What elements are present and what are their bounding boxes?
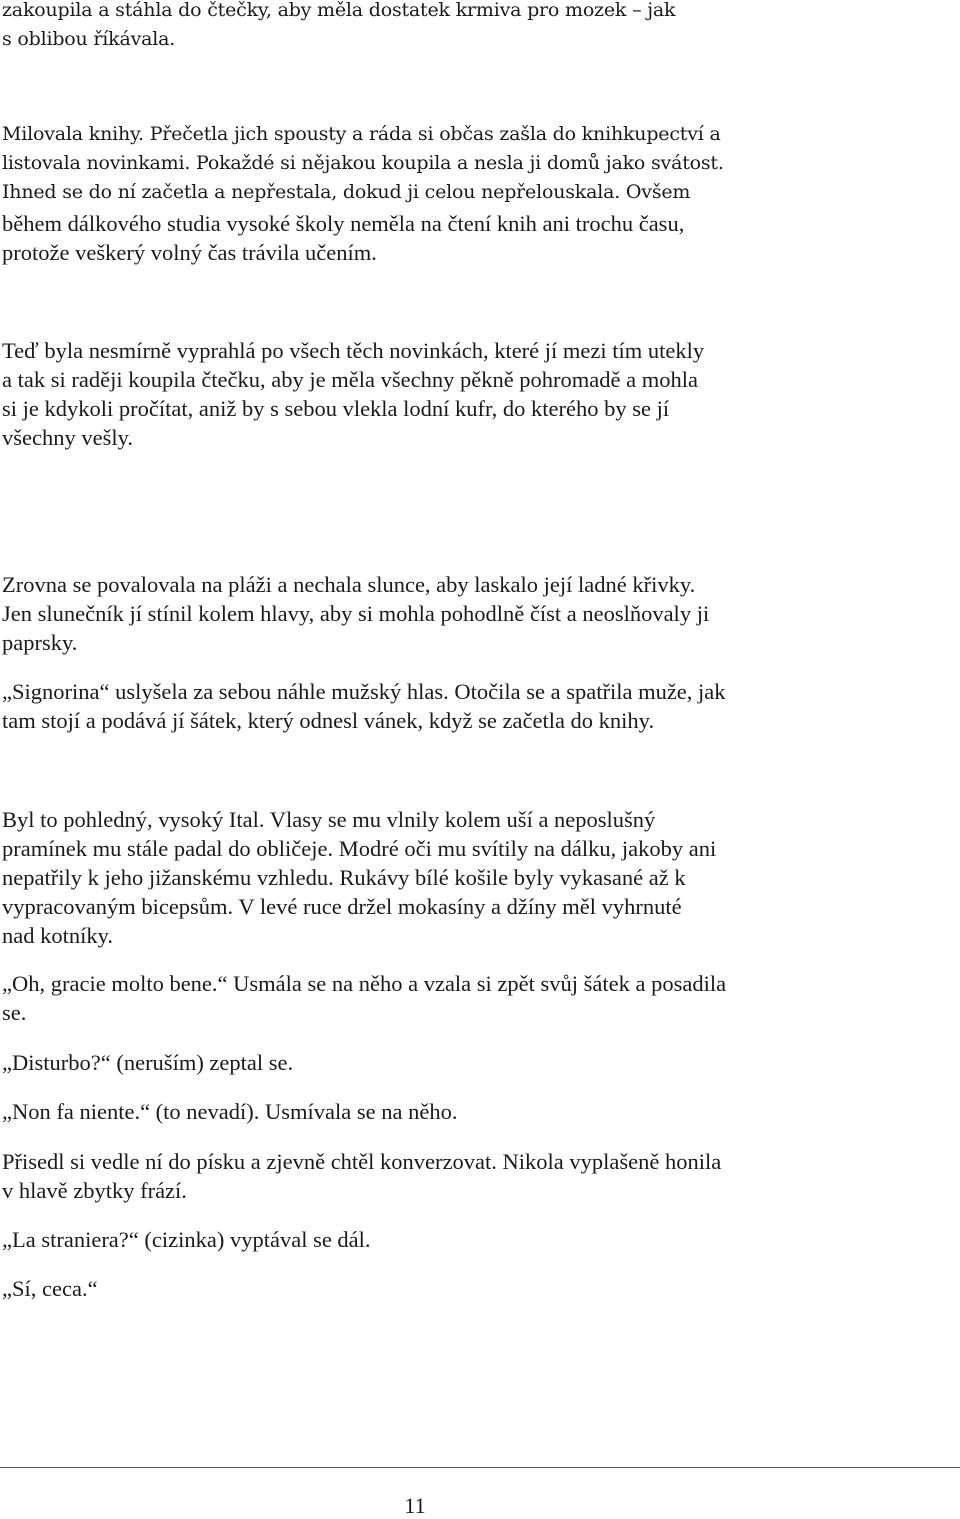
text-line: a tak si raději koupila čtečku, aby je měla všechny pěkně pohromadě a mohla (2, 367, 698, 392)
text-line: Přisedl si vedle ní do písku a zjevně chtěl konverzovat. Nikola vyplašeně honila (2, 1149, 722, 1174)
text-line: Ihned se do ní začetla a nepřestala, dokud ji celou nepřelouskala. Ovšem (2, 181, 691, 203)
text-line: „Oh, gracie molto bene.“ Usmála se na něho a vzala si zpět svůj šátek a posadila (2, 971, 727, 996)
text-line: paprsky. (2, 630, 78, 655)
text-line: Milovala knihy. Přečetla jich spousty a ráda si občas zašla do knihkupectví a (2, 123, 721, 145)
text-line: vypracovaným bicepsům. V levé ruce držel mokasíny a džíny měl vyhrnuté (2, 894, 682, 919)
text-line: „Disturbo?“ (neruším) zeptal se. (2, 1050, 294, 1075)
text-line: „Signorina“ uslyšela za sebou náhle mužský hlas. Otočila se a spatřila muže, jak (2, 679, 726, 704)
text-line: „La straniera?“ (cizinka) vyptával se dál. (2, 1227, 371, 1252)
text-line: pramínek mu stále padal do obličeje. Modré oči mu svítily na dálku, jakoby ani (2, 836, 717, 861)
text-line: Zrovna se povalovala na pláži a nechala slunce, aby laskalo její ladné křivky. (2, 572, 696, 597)
text-line: v hlavě zbytky frází. (2, 1178, 187, 1203)
page-number: 11 (404, 1493, 426, 1518)
text-line: tam stojí a podává jí šátek, který odnesl vánek, když se začetla do knihy. (2, 708, 655, 733)
text-line: se. (2, 1000, 27, 1025)
text-line: nad kotníky. (2, 923, 114, 948)
text-line: s oblibou říkávala. (2, 28, 176, 50)
text-line: „Sí, ceca.“ (2, 1276, 98, 1301)
text-line: Byl to pohledný, vysoký Ital. Vlasy se mu vlnily kolem uší a neposlušný (2, 807, 656, 832)
footer-divider (0, 1467, 960, 1468)
text-line: Teď byla nesmírně vyprahlá po všech těch novinkách, které jí mezi tím utekly (2, 338, 705, 363)
text-line: „Non fa niente.“ (to nevadí). Usmívala se na něho. (2, 1099, 458, 1124)
text-line: protože veškerý volný čas trávila učením. (2, 240, 377, 265)
text-line: si je kdykoli pročítat, aniž by s sebou vlekla lodní kufr, do kterého by se jí (2, 396, 670, 421)
text-line: Jen slunečník jí stínil kolem hlavy, aby si mohla pohodlně číst a neoslňovaly ji (2, 601, 710, 626)
text-line: listovala novinkami. Pokaždé si nějakou koupila a nesla ji domů jako svátost. (2, 152, 724, 174)
text-line: během dálkového studia vysoké školy neměla na čtení knih ani trochu času, (2, 211, 685, 236)
text-line: nepatřily k jeho jižanskému vzhledu. Rukávy bílé košile byly vykasané až k (2, 865, 686, 890)
text-line: zakoupila a stáhla do čtečky, aby měla dostatek krmiva pro mozek – jak (2, 0, 676, 21)
text-line: všechny vešly. (2, 425, 134, 450)
